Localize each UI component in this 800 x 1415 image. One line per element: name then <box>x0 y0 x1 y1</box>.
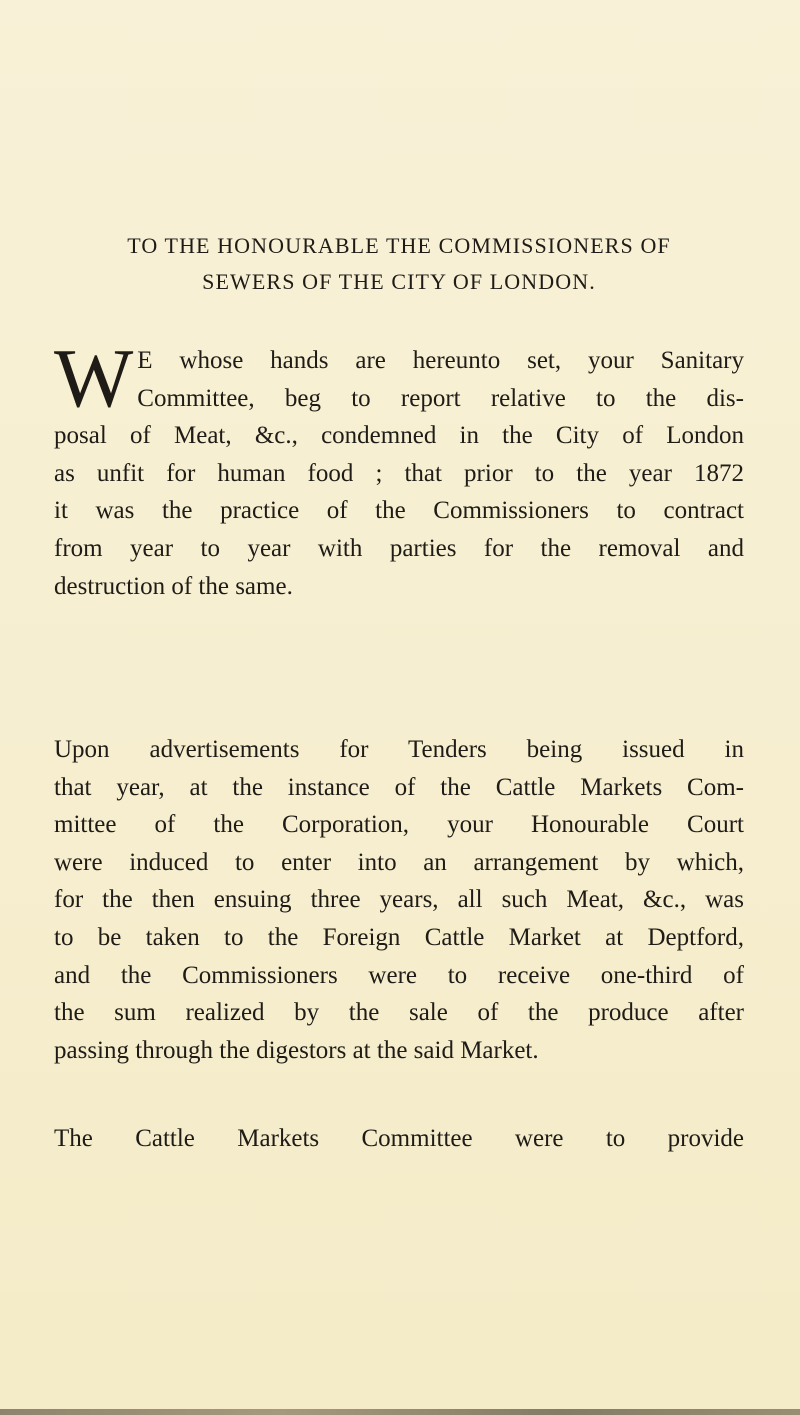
paragraph-1 <box>54 332 744 605</box>
text-line: Upon advertisements for Tenders being issued in <box>54 736 744 763</box>
text-line: destruction of the same. <box>54 572 293 600</box>
text-line: Committee, beg to report relative to the dis- <box>137 384 744 412</box>
text-line: posal of Meat, &c., condemned in the City of London <box>54 422 744 450</box>
text-line: it was the practice of the Commissioners to contract <box>54 497 744 525</box>
text-line: were induced to enter into an arrangement by which, <box>54 848 744 876</box>
text-line: from year to year with parties for the removal and <box>54 534 744 562</box>
text-line: that year, at the instance of the Cattle Markets Com- <box>54 773 744 801</box>
heading-line-1: TO THE HONOURABLE THE COMMISSIONERS OF <box>127 233 671 258</box>
page-bottom-edge <box>0 1409 800 1415</box>
text-line: passing through the digestors at the said Market. <box>54 1036 539 1064</box>
heading-line-2: SEWERS OF THE CITY OF LONDON. <box>202 269 596 294</box>
drop-cap: W <box>54 332 132 425</box>
text-line: and the Commissioners were to receive one-third of <box>54 961 744 989</box>
text-line: to be taken to the Foreign Cattle Market at Deptford, <box>54 923 744 951</box>
text-line: mittee of the Corporation, your Honourable Court <box>54 811 744 839</box>
text-line: the sum realized by the sale of the produce after <box>54 999 744 1027</box>
paragraph-3 <box>54 1120 744 1158</box>
address-heading <box>54 228 744 300</box>
paragraph-2 <box>54 731 744 1069</box>
text-line: The Cattle Markets Committee were to provide <box>54 1125 744 1152</box>
text-line: E whose hands are hereunto set, your Sanitary <box>137 347 744 374</box>
text-line: for the then ensuing three years, all such Meat, &c., was <box>54 886 744 914</box>
text-line: as unfit for human food ; that prior to the year 1872 <box>54 459 744 487</box>
